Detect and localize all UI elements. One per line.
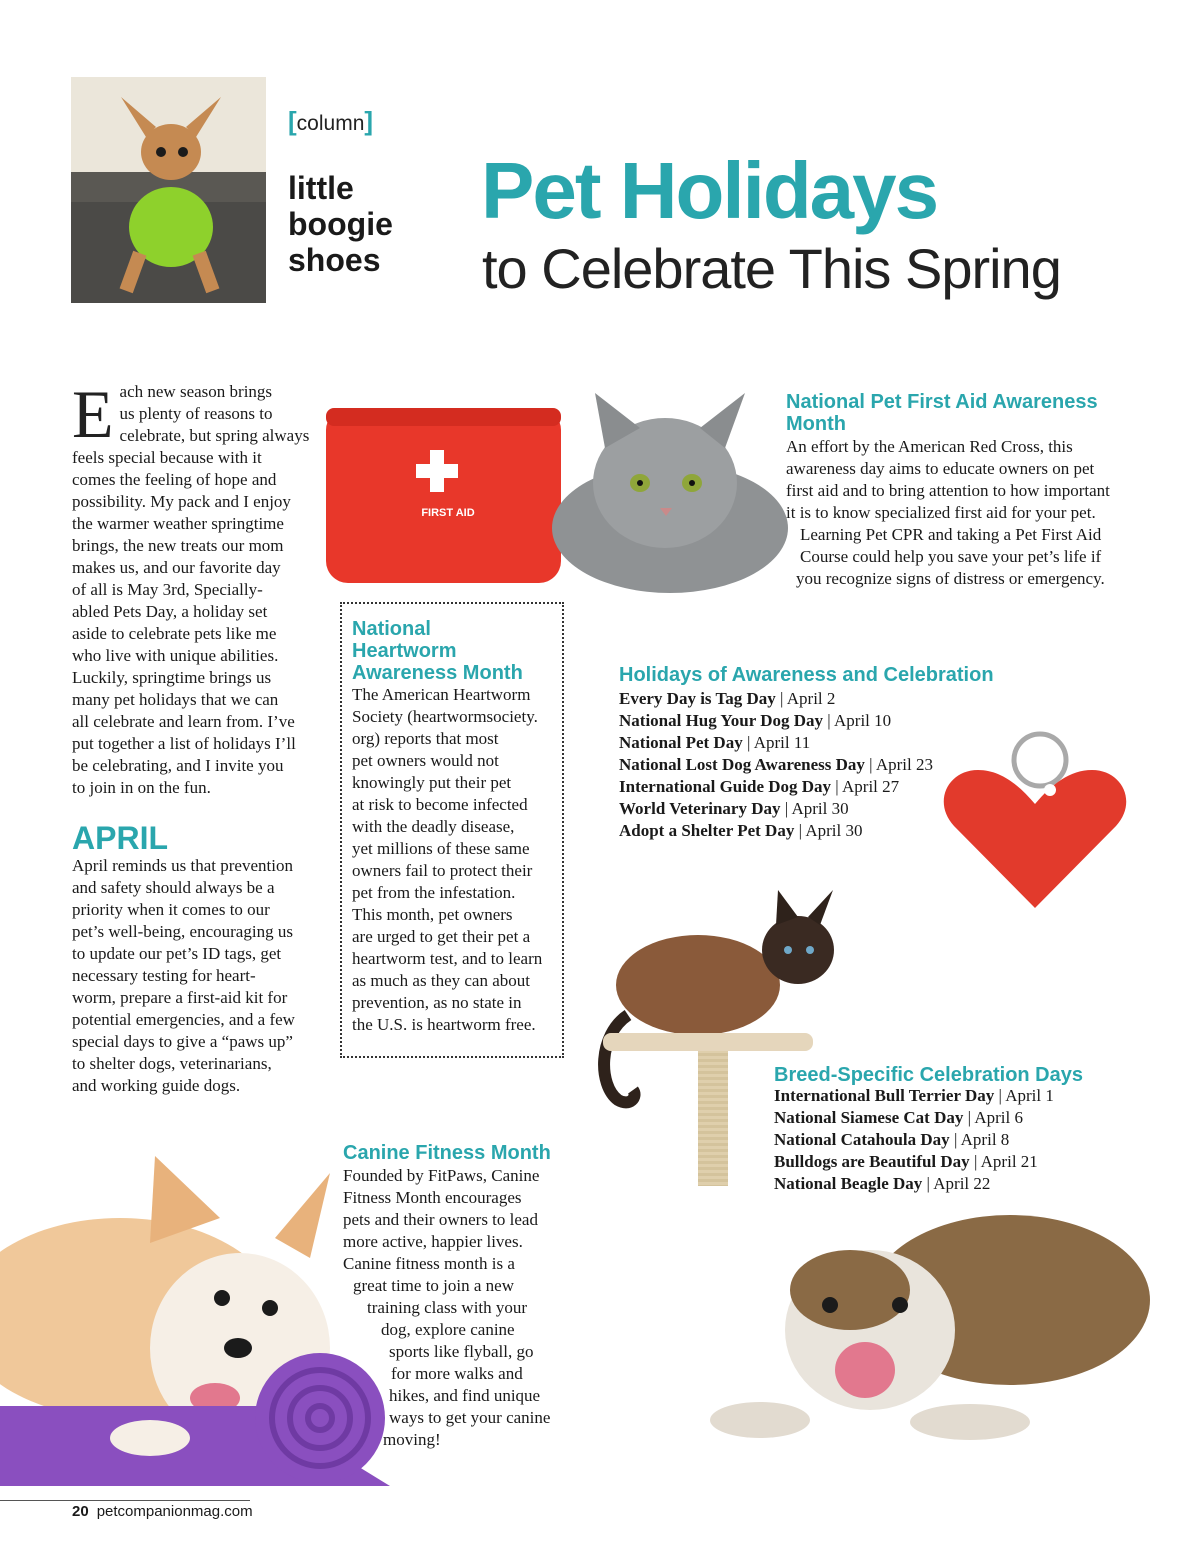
holiday-date: April 11 [753,733,811,752]
holiday-date: April 27 [842,777,900,796]
text-line: This month, pet owners [352,905,513,924]
holiday-item: National Catahoula Day | April 8 [774,1130,1010,1149]
text-line: dog, explore canine [381,1320,515,1339]
text-line: Course could help you save your pet’s life if [800,547,1102,566]
text-line: training class with your [367,1298,528,1317]
holiday-name: National Siamese Cat Day [774,1108,964,1127]
text-line: awareness day aims to educate owners on pet [786,459,1095,478]
holiday-date: April 22 [933,1174,991,1193]
holiday-item: International Bull Terrier Day | April 1 [774,1086,1054,1105]
footer-rule [0,1500,250,1501]
text-line: National Pet First Aid Awareness [786,391,1098,413]
text-line: to shelter dogs, veterinarians, [72,1054,272,1073]
bulldog-photo [700,1200,1160,1460]
holiday-name: Every Day is Tag Day [619,689,776,708]
april-heading: APRIL [72,820,168,856]
text-line: pet’s well-being, encouraging us [72,922,293,941]
text-line: Founded by FitPaws, Canine [343,1166,540,1185]
text-line: are urged to get their pet a [352,927,531,946]
holiday-name: World Veterinary Day [619,799,781,818]
text-line: necessary testing for heart- [72,966,256,985]
text-line: it is to know specialized first aid for your pet. [786,503,1096,522]
text-line: Luckily, springtime brings us [72,668,272,687]
corgi-with-yoga-mat-photo [0,1148,390,1486]
text-line: org) reports that most [352,729,499,748]
text-line: April reminds us that prevention [72,856,293,875]
text-line: of all is May 3rd, Specially- [72,580,263,599]
text-line: prevention, as no state in [352,993,522,1012]
holiday-item: National Hug Your Dog Day | April 10 [619,711,892,730]
first-aid-kit-and-cat-photo [320,388,790,598]
text-line: owners fail to protect their [352,861,533,880]
text-line: Learning Pet CPR and taking a Pet First Aid [800,525,1102,544]
text-line: makes us, and our favorite day [72,558,281,577]
text-line: to join in on the fun. [72,778,211,797]
holiday-name: Adopt a Shelter Pet Day [619,821,795,840]
text-line: An effort by the American Red Cross, this [786,437,1073,456]
text-line: feels special because with it [72,448,262,467]
author-line: boogie [288,206,393,242]
footer [72,1503,253,1520]
author-line: shoes [288,242,381,278]
holiday-item: Adopt a Shelter Pet Day | April 30 [619,821,863,840]
text-line: and working guide dogs. [72,1076,241,1095]
holiday-name: International Bull Terrier Day [774,1086,995,1105]
page-subtitle: to Celebrate This Spring [482,237,1061,300]
text-line: Canine fitness month is a [343,1254,515,1273]
text-line: with the deadly disease, [352,817,515,836]
text-line: first aid and to bring attention to how important [786,481,1110,500]
text-line: the U.S. is heartworm free. [352,1015,536,1034]
text-line: the warmer weather springtime [72,514,284,533]
text-line: pet from the infestation. [352,883,516,902]
holiday-item: National Pet Day | April 11 [619,733,811,752]
bracket-open: [ [288,106,297,136]
text-line: potential emergencies, and a few [72,1010,295,1029]
holiday-date: April 30 [805,821,863,840]
holiday-date: April 8 [960,1130,1010,1149]
drop-cap: E [72,376,114,452]
text-line: priority when it comes to our [72,900,270,919]
holidays-heading: Holidays of Awareness and Celebration [619,664,994,686]
author-line: little [288,170,354,206]
holiday-date: April 21 [980,1152,1038,1171]
page-title: Pet Holidays [481,146,938,235]
column-tag [288,106,373,137]
holiday-item: International Guide Dog Day | April 27 [619,777,900,796]
text-line: and safety should always be a [72,878,275,897]
page-number: 20 [72,1503,89,1520]
column-label: column [296,112,365,135]
holiday-name: National Hug Your Dog Day [619,711,824,730]
text-line: hikes, and find unique [389,1386,541,1405]
text-line: aside to celebrate pets like me [72,624,277,643]
holiday-name: National Catahoula Day [774,1130,950,1149]
text-line: ways to get your canine [389,1408,551,1427]
text-line: pets and their owners to lead [343,1210,538,1229]
holiday-item: National Lost Dog Awareness Day | April 23 [619,755,933,774]
text-line: more active, happier lives. [343,1232,523,1251]
first-aid-text [786,436,1131,590]
text-line: who live with unique abilities. [72,646,279,665]
text-line: us plenty of reasons to [119,404,273,423]
text-line: special days to give a “paws up” [72,1032,293,1051]
text-line: yet millions of these same [352,839,530,858]
heart-pet-tag-photo [940,722,1130,912]
author-name [288,170,458,278]
holiday-date: April 30 [791,799,849,818]
text-line: brings, the new treats our mom [72,536,284,555]
text-line: many pet holidays that we can [72,690,279,709]
holiday-date: April 6 [974,1108,1023,1127]
text-line: The American Heartworm [352,685,531,704]
author-dog-photo [71,77,266,303]
holiday-name: National Pet Day [619,733,743,752]
text-line: sports like flyball, go [389,1342,534,1361]
text-line: comes the feeling of hope and [72,470,277,489]
canine-fitness-heading: Canine Fitness Month [343,1142,551,1164]
text-line: be celebrating, and I invite you [72,756,284,775]
text-line: at risk to become infected [352,795,528,814]
text-line: put together a list of holidays I’ll [72,734,296,753]
holiday-name: National Beagle Day [774,1174,923,1193]
heartworm-text [352,684,557,1036]
heartworm-heading [352,618,552,684]
text-line: National [352,618,431,640]
first-aid-heading [786,391,1126,435]
holiday-name: International Guide Dog Day [619,777,832,796]
text-line: all celebrate and learn from. I’ve [72,712,295,731]
holiday-date: April 23 [875,755,933,774]
text-line: heartworm test, and to learn [352,949,543,968]
holiday-name: Bulldogs are Beautiful Day [774,1152,970,1171]
text-line: Heartworm [352,640,457,662]
bracket-close: ] [364,106,374,136]
holiday-item: World Veterinary Day | April 30 [619,799,849,818]
text-line: Fitness Month encourages [343,1188,522,1207]
text-line: Awareness Month [352,662,523,684]
holiday-date: April 10 [834,711,892,730]
text-line: celebrate, but spring always [119,426,310,445]
site-url: petcompanionmag.com [96,1503,253,1520]
text-line: you recognize signs of distress or emergency. [796,569,1105,588]
text-line: moving! [383,1430,441,1449]
holiday-name: National Lost Dog Awareness Day [619,755,865,774]
holiday-item: National Siamese Cat Day | April 6 [774,1108,1023,1127]
text-line: knowingly put their pet [352,773,512,792]
intro-text [72,376,312,799]
text-line: worm, prepare a first-aid kit for [72,988,288,1007]
holiday-item: National Beagle Day | April 22 [774,1174,991,1193]
breed-heading: Breed-Specific Celebration Days [774,1064,1083,1086]
holiday-date: April 1 [1005,1086,1054,1105]
text-line: pet owners would not [352,751,499,770]
text-line: great time to join a new [353,1276,514,1295]
text-line: ach new season brings [119,382,273,401]
text-line: Society (heartwormsociety. [352,707,538,726]
april-text [72,855,312,1097]
text-line: for more walks and [391,1364,523,1383]
text-line: as much as they can about [352,971,530,990]
holiday-item: Bulldogs are Beautiful Day | April 21 [774,1152,1038,1171]
breed-list [774,1085,1054,1195]
holiday-date: April 2 [786,689,836,708]
kit-label: FIRST AID [421,507,475,519]
text-line: Month [786,413,846,435]
holidays-list [619,688,933,842]
holiday-item: Every Day is Tag Day | April 2 [619,689,836,708]
text-line: possibility. My pack and I enjoy [72,492,291,511]
canine-fitness-text [343,1165,578,1451]
text-line: abled Pets Day, a holiday set [72,602,268,621]
text-line: to update our pet’s ID tags, get [72,944,282,963]
